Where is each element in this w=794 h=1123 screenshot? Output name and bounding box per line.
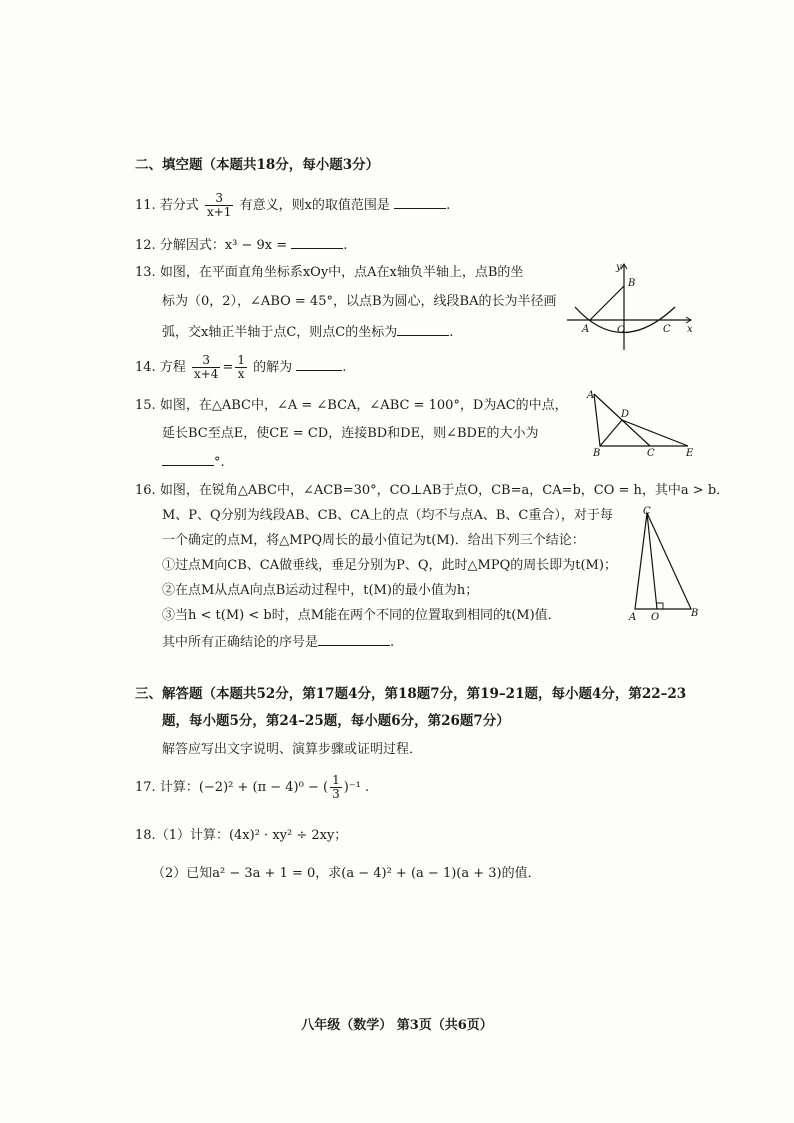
fig15-label-c: C [647, 448, 655, 458]
q16-conclusion-1: ①过点M向CB、CA做垂线，垂足分别为P、Q，此时△MPQ的周长即为t(M)； [162, 558, 617, 573]
q11-post: 有意义，则x的取值范围是 [239, 198, 390, 213]
question-18-part1 [135, 828, 347, 844]
q16-line2: M、P、Q分别为线段AB、CB、CA上的点（均不与点A、B、C重合），对于每 [162, 508, 613, 523]
fig15-label-d: D [621, 409, 630, 420]
question-14 [135, 350, 346, 386]
q17-pre: 计算：(−2)² + (π − 4)⁰ − ( [159, 780, 329, 795]
fig15-label-e: E [686, 448, 694, 458]
question-15-line1 [135, 398, 568, 414]
q14-end: . [342, 360, 347, 375]
fig16-label-b: B [691, 608, 699, 619]
fig13-label-c: C [663, 324, 671, 335]
q18-part2: （2）已知a² − 3a + 1 = 0，求(a − 4)² + (a − 1)(a + 3)的值． [152, 866, 541, 881]
question-16-answer-line [162, 633, 394, 651]
q14-answer-blank[interactable] [296, 358, 342, 371]
q11-number: 11. [135, 198, 156, 213]
q13-line2: 标为（0，2），∠ABO = 45°，以点B为圆心，线段BA的长为半径画 [162, 294, 557, 309]
q15-end: °. [214, 455, 225, 470]
q13-answer-blank[interactable] [397, 323, 449, 336]
q16-line3: 一个确定的点M，将△MPQ周长的最小值记为t(M)．给出下列三个结论： [162, 533, 585, 548]
q14-pre: 方程 [159, 360, 186, 375]
fig15-label-b: B [593, 448, 601, 458]
question-11 [135, 188, 450, 224]
section-2-heading: 二、填空题（本题共18分，每小题3分） [135, 157, 380, 173]
q11-frac-num: 3 [205, 192, 233, 206]
q13-line3: 弧，交x轴正半轴于点C，则点C的坐标为 [162, 325, 398, 340]
q11-end: . [446, 198, 451, 213]
question-13-line3 [162, 323, 453, 341]
q17-frac-den: 3 [332, 787, 340, 801]
section-3-instruction: 解答应写出文字说明、演算步骤或证明过程． [162, 742, 423, 757]
q14-post: 的解为 [253, 360, 293, 375]
q17-number: 17. [135, 780, 156, 795]
q14-f1-den: x+4 [193, 367, 219, 381]
section-3-heading-line1: 三、解答题（本题共52分，第17题4分，第18题7分，第19–21题，每小题4分，第22–23 [135, 686, 687, 702]
q12-number: 12. [135, 238, 156, 253]
q16-answer-blank[interactable] [318, 633, 390, 646]
fig16-label-c: C [643, 506, 651, 517]
q14-fraction-left [192, 354, 220, 381]
q16-number: 16. [135, 483, 156, 498]
fig15-label-a: A [587, 390, 595, 401]
q16-conclusion-3: ③当h < t(M) < b时，点M能在两个不同的位置取到相同的t(M)值． [162, 608, 561, 623]
q15-line1: 如图，在△ABC中，∠A = ∠BCA，∠ABC = 100°，D为AC的中点， [159, 398, 568, 413]
q14-fraction-right [235, 354, 247, 381]
q16-end: . [390, 635, 395, 650]
q14-equals: = [222, 360, 234, 375]
figure-13-coordinate-plane [563, 258, 698, 353]
q14-f2-num: 1 [237, 353, 245, 367]
fig13-label-o: O [617, 325, 626, 336]
section-3-heading-line2: 题，每小题5分，第24–25题，每小题6分，第26题7分） [162, 713, 510, 729]
q11-fraction [205, 192, 233, 219]
q15-line2: 延长BC至点E，使CE = CD，连接BD和DE，则∠BDE的大小为 [162, 426, 539, 441]
q17-post: )⁻¹ . [343, 780, 370, 795]
fig13-label-y: y [616, 262, 622, 273]
fig13-label-a: A [582, 324, 590, 335]
q13-line1: 如图，在平面直角坐标系xOy中，点A在x轴负半轴上，点B的坐 [159, 265, 524, 280]
fig13-label-x: x [687, 324, 693, 335]
q17-frac-num: 1 [332, 773, 340, 787]
q11-pre: 若分式 [159, 198, 199, 213]
page-footer: 八年级（数学） 第3页（共6页） [301, 1018, 493, 1033]
q12-end: . [343, 238, 348, 253]
q16-answer-prompt: 其中所有正确结论的序号是 [162, 635, 319, 650]
figure-15-triangle [584, 386, 696, 458]
q16-line1: 如图，在锐角△ABC中，∠ACB=30°，CO⊥AB于点O，CB=a，CA=b，CO = h，其中a > b． [159, 483, 730, 498]
question-13-line1 [135, 265, 523, 281]
q14-f2-den: x [237, 367, 245, 381]
q12-text: 分解因式：x³ − 9x = [159, 238, 288, 253]
q14-f1-num: 3 [192, 354, 220, 368]
q13-number: 13. [135, 265, 156, 280]
q11-answer-blank[interactable] [394, 196, 446, 209]
question-15-line3 [162, 453, 225, 471]
fig16-label-o: O [651, 612, 660, 623]
q18-number: 18. [135, 828, 156, 843]
question-16-line1 [135, 483, 729, 499]
question-17 [135, 770, 369, 806]
figure-16-acute-triangle [623, 503, 703, 625]
q12-answer-blank[interactable] [291, 236, 343, 249]
q17-fraction [330, 774, 342, 801]
q16-conclusion-2: ②在点M从点A向点B运动过程中，t(M)的最小值为h； [162, 583, 479, 598]
q18-part1: （1）计算：(4x)² · xy² ÷ 2xy； [155, 828, 348, 843]
q14-number: 14. [135, 360, 156, 375]
q15-answer-blank[interactable] [162, 453, 214, 466]
q13-end: . [449, 325, 454, 340]
fig16-label-a: A [629, 612, 637, 623]
q11-frac-den: x+1 [206, 205, 232, 219]
q15-number: 15. [135, 398, 156, 413]
fig13-label-b: B [628, 278, 636, 289]
question-12 [135, 236, 347, 254]
